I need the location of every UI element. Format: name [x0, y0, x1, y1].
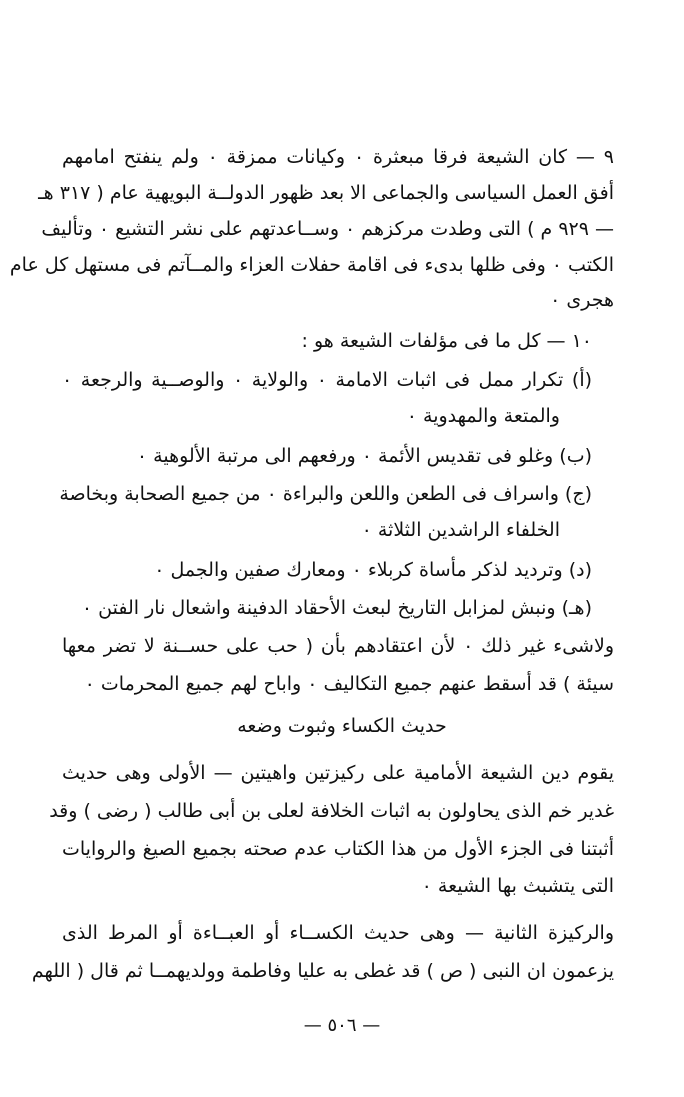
list-item-e: (هـ) ونبش لمزابل التاريخ لبعث الأحقاد الدفينة واشعال نار الفتن ٠ [81, 597, 592, 619]
body-1-line-4: التى يتشبث بها الشيعة ٠ [421, 875, 614, 897]
page-number: — ٥٠٦ — [303, 1015, 381, 1036]
section-heading: حديث الكساء وثبوت وضعه [237, 715, 447, 737]
list-item-b: (ب) وغلو فى تقديس الأئمة ٠ ورفعهم الى مرتبة الألوهية ٠ [136, 445, 592, 467]
body-1-line-1: يقوم دين الشيعة الأمامية على ركيزتين واهيتين — الأولى وهى حديث [62, 762, 614, 784]
list-item-a-line-1: (أ) تكرار ممل فى اثبات الامامة ٠ والولاية ٠ والوصــية والرجعة ٠ [62, 369, 593, 391]
list-item-c-line-1: (ج) واسراف فى الطعن واللعن والبراءة ٠ من جميع الصحابة وبخاصة [59, 483, 592, 505]
body-1-line-2: غدير خم الذى يحاولون به اثبات الخلافة لعلى بن أبى طالب ( رضى ) وقد [49, 800, 614, 822]
closing-line-1: ولاشىء غير ذلك ٠ لأن اعتقادهم بأن ( حب على حســنة لا تضر معها [62, 635, 614, 657]
paragraph-9-line-3: — ٩٢٩ م ) التى وطدت مركزهم ٠ وســاعدتهم على نشر التشيع ٠ وتأليف [41, 218, 614, 240]
paragraph-9-line-2: أفق العمل السياسى والجماعى الا بعد ظهور الدولــة البويهية عام ( ٣١٧ هـ [38, 182, 614, 204]
paragraph-10-intro: ١٠ — كل ما فى مؤلفات الشيعة هو : [301, 330, 592, 352]
closing-line-2: سيئة ) قد أسقط عنهم جميع التكاليف ٠ واباح لهم جميع المحرمات ٠ [84, 673, 614, 695]
list-item-d: (د) وترديد لذكر مأساة كربلاء ٠ ومعارك صفين والجمل ٠ [154, 559, 592, 581]
paragraph-9-line-4: الكتب ٠ وفى ظلها بدىء فى اقامة حفلات العزاء والمــآتم فى مستهل كل عام [9, 254, 614, 276]
body-1-line-3: أثبتنا فى الجزء الأول من هذا الكتاب عدم صحته بجميع الصيغ والروايات [62, 838, 614, 860]
body-2-line-2: يزعمون ان النبى ( ص ) قد غطى به عليا وفاطمة وولديهمــا ثم قال ( اللهم [31, 960, 614, 982]
list-item-a-line-2: والمتعة والمهدوية ٠ [406, 405, 560, 427]
paragraph-9-line-1: ٩ — كان الشيعة فرقا مبعثرة ٠ وكيانات ممزقة ٠ ولم ينفتح امامهم [62, 146, 614, 168]
body-2-line-1: والركيزة الثانية — وهى حديث الكســاء أو العبــاءة أو المرط الذى [62, 922, 614, 944]
paragraph-9-line-5: هجرى ٠ [550, 289, 614, 311]
list-item-c-line-2: الخلفاء الراشدين الثلاثة ٠ [361, 519, 560, 541]
